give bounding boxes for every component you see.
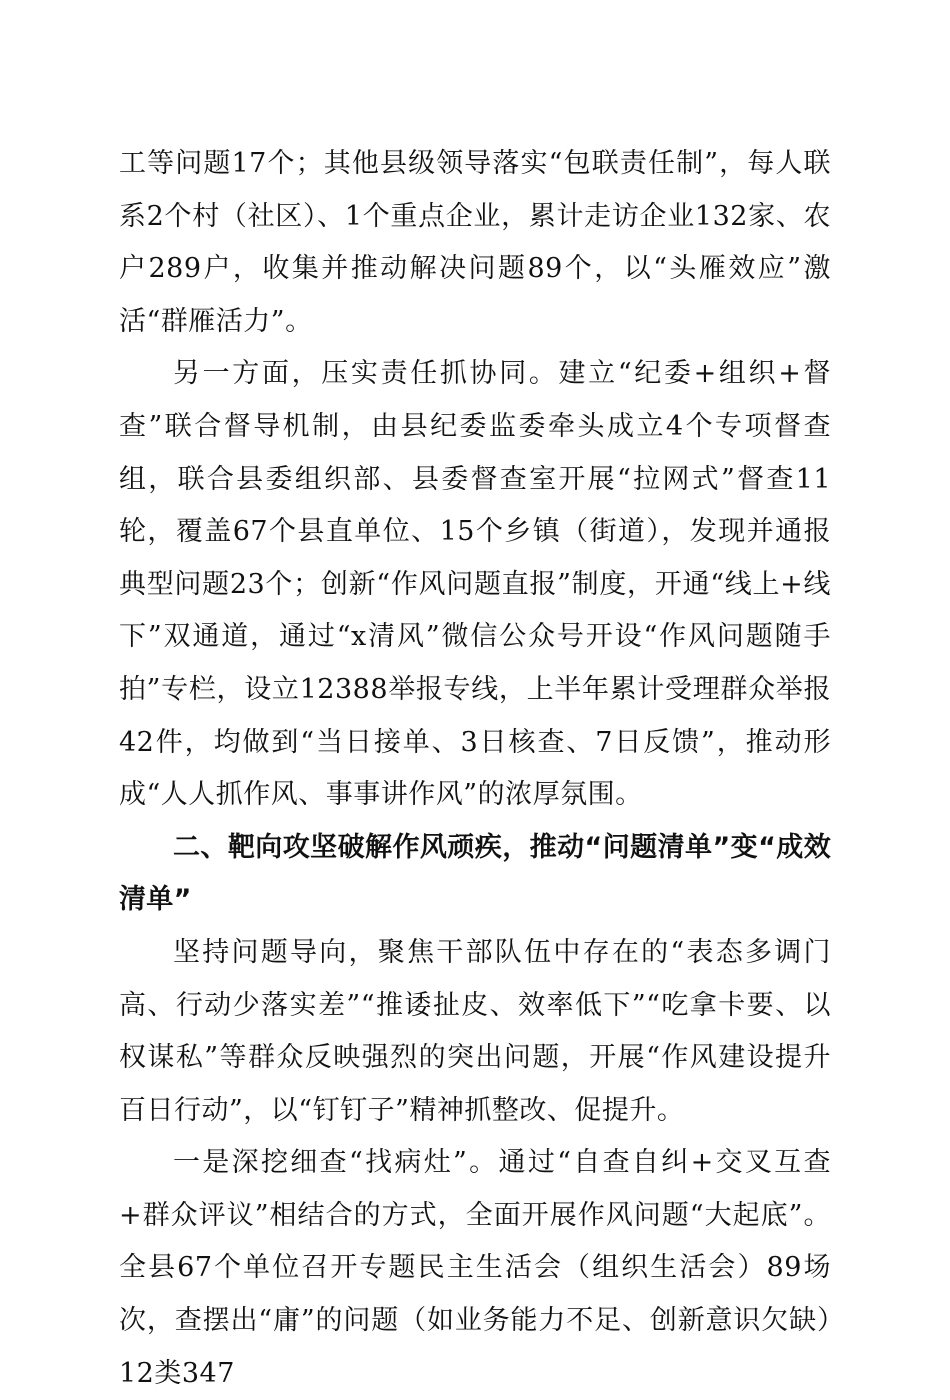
section-heading-2: 二、靶向攻坚破解作风顽疾，推动“问题清单”变“成效清单” <box>119 831 831 916</box>
body-paragraph-find-problems: 一是深挖细查“找病灶”。通过“自查自纠+交叉互查+群众评议”相结合的方式，全面开展作风问题“大起底”。全县67个单位召开专题民主生活会（组织生活会）89场次，查摆出“庸”的问题（如业务能力不足、创新意识欠缺）12类347 <box>119 1147 831 1389</box>
document-body <box>119 138 831 1400</box>
body-paragraph-continued: 工等问题17个；其他县级领导落实“包联责任制”，每人联系2个村（社区）、1个重点企业，累计走访企业132家、农户289户，收集并推动解决问题89个，以“头雁效应”激活“群雁活力”。 <box>119 148 831 337</box>
body-paragraph-problem-orientation: 坚持问题导向，聚焦干部队伍中存在的“表态多调门高、行动少落实差”“推诿扯皮、效率低下”“吃拿卡要、以权谋私”等群众反映强烈的突出问题，开展“作风建设提升百日行动”，以“钉钉子”精神抓整改、促提升。 <box>119 936 831 1126</box>
body-paragraph-responsibility: 另一方面，压实责任抓协同。建立“纪委+组织+督查”联合督导机制，由县纪委监委牵头成立4个专项督查组，联合县委组织部、县委督查室开展“拉网式”督查11轮，覆盖67个县直单位、15个乡镇（街道），发现并通报典型问题23个；创新“作风问题直报”制度，开通“线上+线下”双通道，通过“x清风”微信公众号开设“作风问题随手拍”专栏，设立12388举报专线，上半年累计受理群众举报42件，均做到“当日接单、3日核查、7日反馈”，推动形成“人人抓作风、事事讲作风”的浓厚氛围。 <box>119 358 831 811</box>
